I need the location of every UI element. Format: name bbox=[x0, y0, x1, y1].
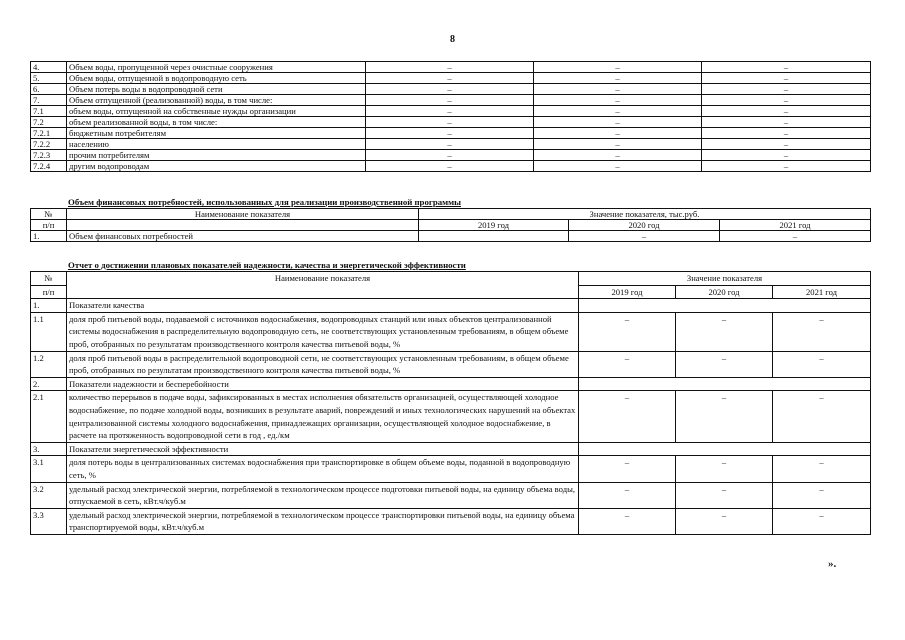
header-num-sub: п/п bbox=[31, 285, 67, 299]
value-2020: – bbox=[534, 62, 702, 73]
row-name: Объем потерь воды в водопроводной сети bbox=[67, 84, 366, 95]
row-number: 2.1 bbox=[31, 391, 67, 442]
row-number: 3. bbox=[31, 442, 67, 456]
value-2020: – bbox=[534, 128, 702, 139]
value-2019: – bbox=[579, 482, 676, 508]
value-2021: – bbox=[702, 161, 871, 172]
value-2019: – bbox=[366, 73, 534, 84]
value-2021: – bbox=[773, 351, 871, 377]
value-2021: – bbox=[702, 139, 871, 150]
table-row bbox=[31, 161, 871, 172]
table-row bbox=[31, 231, 871, 242]
value-2019: – bbox=[366, 128, 534, 139]
value-2020: – bbox=[534, 73, 702, 84]
value-2019: – bbox=[366, 106, 534, 117]
table-row bbox=[31, 139, 871, 150]
row-name: населению bbox=[67, 139, 366, 150]
header-name: Наименование показателя bbox=[67, 209, 419, 220]
row-number: 7.2.4 bbox=[31, 161, 67, 172]
row-name: Показатели энергетической эффективности bbox=[67, 442, 579, 456]
row-name: бюджетным потребителям bbox=[67, 128, 366, 139]
header-year-2019: 2019 год bbox=[579, 285, 676, 299]
value-2021: – bbox=[702, 73, 871, 84]
value-2020: – bbox=[676, 482, 773, 508]
row-number: 2. bbox=[31, 377, 67, 391]
indicators-table bbox=[30, 271, 871, 535]
value-2019: – bbox=[366, 161, 534, 172]
value-2020: – bbox=[534, 106, 702, 117]
value-2021: – bbox=[773, 508, 871, 534]
table-row bbox=[31, 73, 871, 84]
value-2019: – bbox=[366, 62, 534, 73]
row-group-values bbox=[579, 377, 871, 391]
value-2020: – bbox=[676, 508, 773, 534]
row-number: 3.1 bbox=[31, 456, 67, 482]
value-2021: – bbox=[702, 84, 871, 95]
value-2019: – bbox=[579, 391, 676, 442]
water-volume-table bbox=[30, 61, 871, 172]
page-number: 8 bbox=[450, 34, 455, 45]
indicators-table-body bbox=[31, 299, 871, 535]
row-number: 7. bbox=[31, 95, 67, 106]
value-2020: – bbox=[676, 351, 773, 377]
value-2021: – bbox=[720, 231, 871, 242]
header-num: № bbox=[31, 272, 67, 286]
table-row bbox=[31, 62, 871, 73]
value-2019: – bbox=[579, 312, 676, 351]
row-number: 4. bbox=[31, 62, 67, 73]
value-2021: – bbox=[773, 391, 871, 442]
header-year-2020: 2020 год bbox=[569, 220, 720, 231]
table-row bbox=[31, 442, 871, 456]
row-name: Показатели качества bbox=[67, 299, 579, 313]
table-row bbox=[31, 482, 871, 508]
row-number: 3.3 bbox=[31, 508, 67, 534]
financial-needs-table-body bbox=[31, 231, 871, 242]
table-row bbox=[31, 106, 871, 117]
value-2021: – bbox=[702, 128, 871, 139]
value-2019: – bbox=[366, 95, 534, 106]
row-number: 1. bbox=[31, 231, 67, 242]
value-2019: – bbox=[579, 456, 676, 482]
value-2020: – bbox=[676, 456, 773, 482]
row-name: прочим потребителям bbox=[67, 150, 366, 161]
row-name: объем реализованной воды, в том числе: bbox=[67, 117, 366, 128]
header-name: Наименование показателя bbox=[67, 272, 579, 299]
header-num-sub: п/п bbox=[31, 220, 67, 231]
table-row bbox=[31, 95, 871, 106]
row-group-values bbox=[579, 299, 871, 313]
row-name: Показатели надежности и бесперебойности bbox=[67, 377, 579, 391]
row-number: 7.2.3 bbox=[31, 150, 67, 161]
value-2019: – bbox=[366, 139, 534, 150]
row-name: другим водопроводам bbox=[67, 161, 366, 172]
value-2021: – bbox=[702, 150, 871, 161]
value-2019: – bbox=[579, 351, 676, 377]
financial-needs-title: Объем финансовых потребностей, использованных для реализации производственной программы bbox=[68, 197, 461, 207]
value-2021: – bbox=[773, 456, 871, 482]
row-name: удельный расход электрической энергии, потребляемой в технологическом процессе подготовки питьевой воды, на единицу объема воды, отпускаемой в сеть, кВт.ч/куб.м bbox=[67, 482, 579, 508]
value-2021: – bbox=[702, 117, 871, 128]
financial-needs-table bbox=[30, 208, 871, 242]
table-row bbox=[31, 128, 871, 139]
row-number: 3.2 bbox=[31, 482, 67, 508]
header-year-2020: 2020 год bbox=[676, 285, 773, 299]
header-value: Значение показателя, тыс.руб. bbox=[419, 209, 871, 220]
value-2020: – bbox=[569, 231, 720, 242]
value-2020: – bbox=[534, 150, 702, 161]
value-2020: – bbox=[534, 161, 702, 172]
table-row bbox=[31, 391, 871, 442]
header-year-2019: 2019 год bbox=[419, 220, 569, 231]
header-year-2021: 2021 год bbox=[773, 285, 871, 299]
value-2019 bbox=[419, 231, 569, 242]
table-row bbox=[31, 351, 871, 377]
row-number: 7.2.2 bbox=[31, 139, 67, 150]
value-2019: – bbox=[366, 84, 534, 95]
value-2021: – bbox=[702, 106, 871, 117]
value-2020: – bbox=[534, 95, 702, 106]
row-number: 1.2 bbox=[31, 351, 67, 377]
row-name: Объем воды, пропущенной через очистные сооружения bbox=[67, 62, 366, 73]
value-2021: – bbox=[702, 95, 871, 106]
row-name: объем воды, отпущенной на собственные нужды организации bbox=[67, 106, 366, 117]
row-name: удельный расход электрической энергии, потребляемой в технологическом процессе транспортировки питьевой воды, на единицу объема транспортируемой воды, кВт.ч/куб.м bbox=[67, 508, 579, 534]
row-name: Объем отпущенной (реализованной) воды, в том числе: bbox=[67, 95, 366, 106]
row-name: доля потерь воды в централизованных системах водоснабжения при транспортировке в общем объеме воды, поданной в водопроводную сеть, % bbox=[67, 456, 579, 482]
row-name: количество перерывов в подаче воды, зафиксированных в местах исполнения обязательств организацией, осуществляющей холодное водоснабжение, по подаче холодной воды, возникших в результате аварий, повреждений и иных технологических нарушений на объектах централизованной системы холодного водоснабжения, принадлежащих организации, осуществляющей холодное водоснабжение, в расчете на протяженность водопроводной сети в год , ед./км bbox=[67, 391, 579, 442]
value-2019: – bbox=[579, 508, 676, 534]
value-2020: – bbox=[534, 117, 702, 128]
value-2020: – bbox=[676, 391, 773, 442]
row-name: доля проб питьевой воды в распределительной водопроводной сети, не соответствующих установленным требованиям, в общем объеме проб, отобранных по результатам производственного контроля качества питьевой воды, % bbox=[67, 351, 579, 377]
value-2020: – bbox=[534, 139, 702, 150]
header-year-2021: 2021 год bbox=[720, 220, 871, 231]
table-row bbox=[31, 312, 871, 351]
row-name: доля проб питьевой воды, подаваемой с источников водоснабжения, водопроводных станций или иных объектов централизованной системы водоснабжения в распределительную водопроводную сеть, не соответствующих установленным требованиям, в общем объеме проб, отобранных по результатам производственного контроля качества питьевой воды, % bbox=[67, 312, 579, 351]
header-num: № bbox=[31, 209, 67, 220]
row-name: Объем финансовых потребностей bbox=[67, 231, 419, 242]
value-2021: – bbox=[773, 482, 871, 508]
table-row bbox=[31, 299, 871, 313]
value-2021: – bbox=[702, 62, 871, 73]
row-number: 7.1 bbox=[31, 106, 67, 117]
closing-quote: ». bbox=[828, 558, 837, 570]
table-row bbox=[31, 508, 871, 534]
value-2019: – bbox=[366, 150, 534, 161]
row-name: Объем воды, отпущенной в водопроводную сеть bbox=[67, 73, 366, 84]
value-2021: – bbox=[773, 312, 871, 351]
row-number: 5. bbox=[31, 73, 67, 84]
water-volume-table-body bbox=[31, 62, 871, 172]
row-number: 7.2.1 bbox=[31, 128, 67, 139]
value-2019: – bbox=[366, 117, 534, 128]
value-2020: – bbox=[534, 84, 702, 95]
row-number: 6. bbox=[31, 84, 67, 95]
table-row bbox=[31, 117, 871, 128]
value-2020: – bbox=[676, 312, 773, 351]
table-row bbox=[31, 84, 871, 95]
header-value: Значение показателя bbox=[579, 272, 871, 286]
table-row bbox=[31, 150, 871, 161]
row-group-values bbox=[579, 442, 871, 456]
row-number: 7.2 bbox=[31, 117, 67, 128]
row-number: 1. bbox=[31, 299, 67, 313]
header-name-empty bbox=[67, 220, 419, 231]
table-row bbox=[31, 377, 871, 391]
indicators-report-title: Отчет о достижении плановых показателей надежности, качества и энергетической эффективности bbox=[68, 260, 466, 270]
row-number: 1.1 bbox=[31, 312, 67, 351]
table-row bbox=[31, 456, 871, 482]
